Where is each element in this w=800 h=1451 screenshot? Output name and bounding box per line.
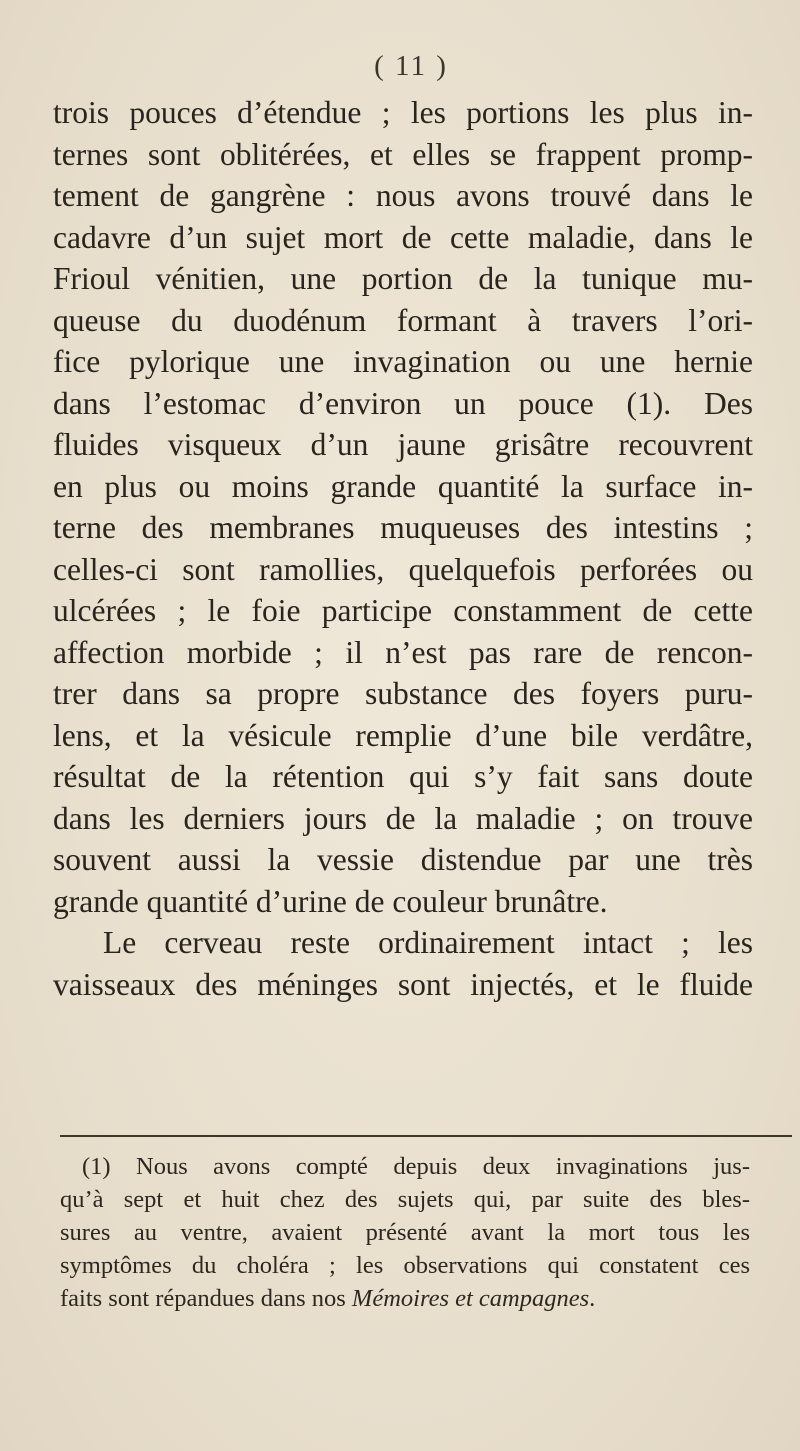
footnote-line: (1) Nous avons compté depuis deux invaginations jus- (82, 1153, 750, 1180)
footnote-book-title: Mémoires et campagnes (351, 1285, 590, 1312)
page-number: ( 11 ) (374, 50, 448, 82)
text-line: affection morbide ; il n’est pas rare de rencon- (53, 634, 753, 670)
text-line: dans l’estomac d’environ un pouce (1). Des (53, 385, 753, 421)
text-line: Frioul vénitien, une portion de la tunique mu- (53, 261, 753, 296)
text-line: queuse du duodénum formant à travers l’ori- (53, 302, 753, 338)
footnote-text: faits sont répandues dans nos (60, 1285, 352, 1312)
text-line: fluides visqueux d’un jaune grisâtre recouvrent (53, 427, 753, 462)
text-line: trois pouces d’étendue ; les portions les plus in- (53, 95, 753, 130)
text-line: souvent aussi la vessie distendue par une très (53, 842, 753, 877)
text-line: Le cerveau reste ordinairement intact ; les (103, 925, 753, 960)
text-line: terne des membranes muqueuses des intestins ; (53, 510, 753, 545)
footnote-divider (60, 1135, 792, 1137)
footnote (60, 1150, 750, 1315)
body-text (53, 92, 753, 1005)
footnote-line: sures au ventre, avaient présenté avant la mort tous les (60, 1219, 750, 1246)
text-line: ternes sont oblitérées, et elles se frappent promp- (53, 136, 753, 172)
text-line: lens, et la vésicule remplie d’une bile verdâtre, (53, 717, 753, 753)
footnote-line (60, 1282, 750, 1315)
footnote-line: symptômes du choléra ; les observations qui constatent ces (60, 1252, 750, 1279)
text-line: grande quantité d’urine de couleur brunâtre. (53, 883, 608, 919)
text-line: dans les derniers jours de la maladie ; on trouve (53, 800, 753, 836)
text-line: trer dans sa propre substance des foyers puru- (53, 676, 753, 711)
text-line: vaisseaux des méninges sont injectés, et le fluide (53, 966, 753, 1002)
text-line: fice pylorique une invagination ou une hernie (53, 344, 753, 379)
text-line: celles-ci sont ramollies, quelquefois perforées ou (53, 551, 753, 587)
text-line: tement de gangrène : nous avons trouvé dans le (53, 178, 753, 213)
footnote-period: . (589, 1285, 596, 1312)
text-line: résultat de la rétention qui s’y fait sans doute (53, 759, 753, 794)
text-line: cadavre d’un sujet mort de cette maladie, dans le (53, 219, 753, 255)
text-line: en plus ou moins grande quantité la surface in- (53, 468, 753, 504)
footnote-line: qu’à sept et huit chez des sujets qui, par suite des bles- (60, 1186, 750, 1213)
text-line: ulcérées ; le foie participe constamment de cette (53, 593, 753, 628)
